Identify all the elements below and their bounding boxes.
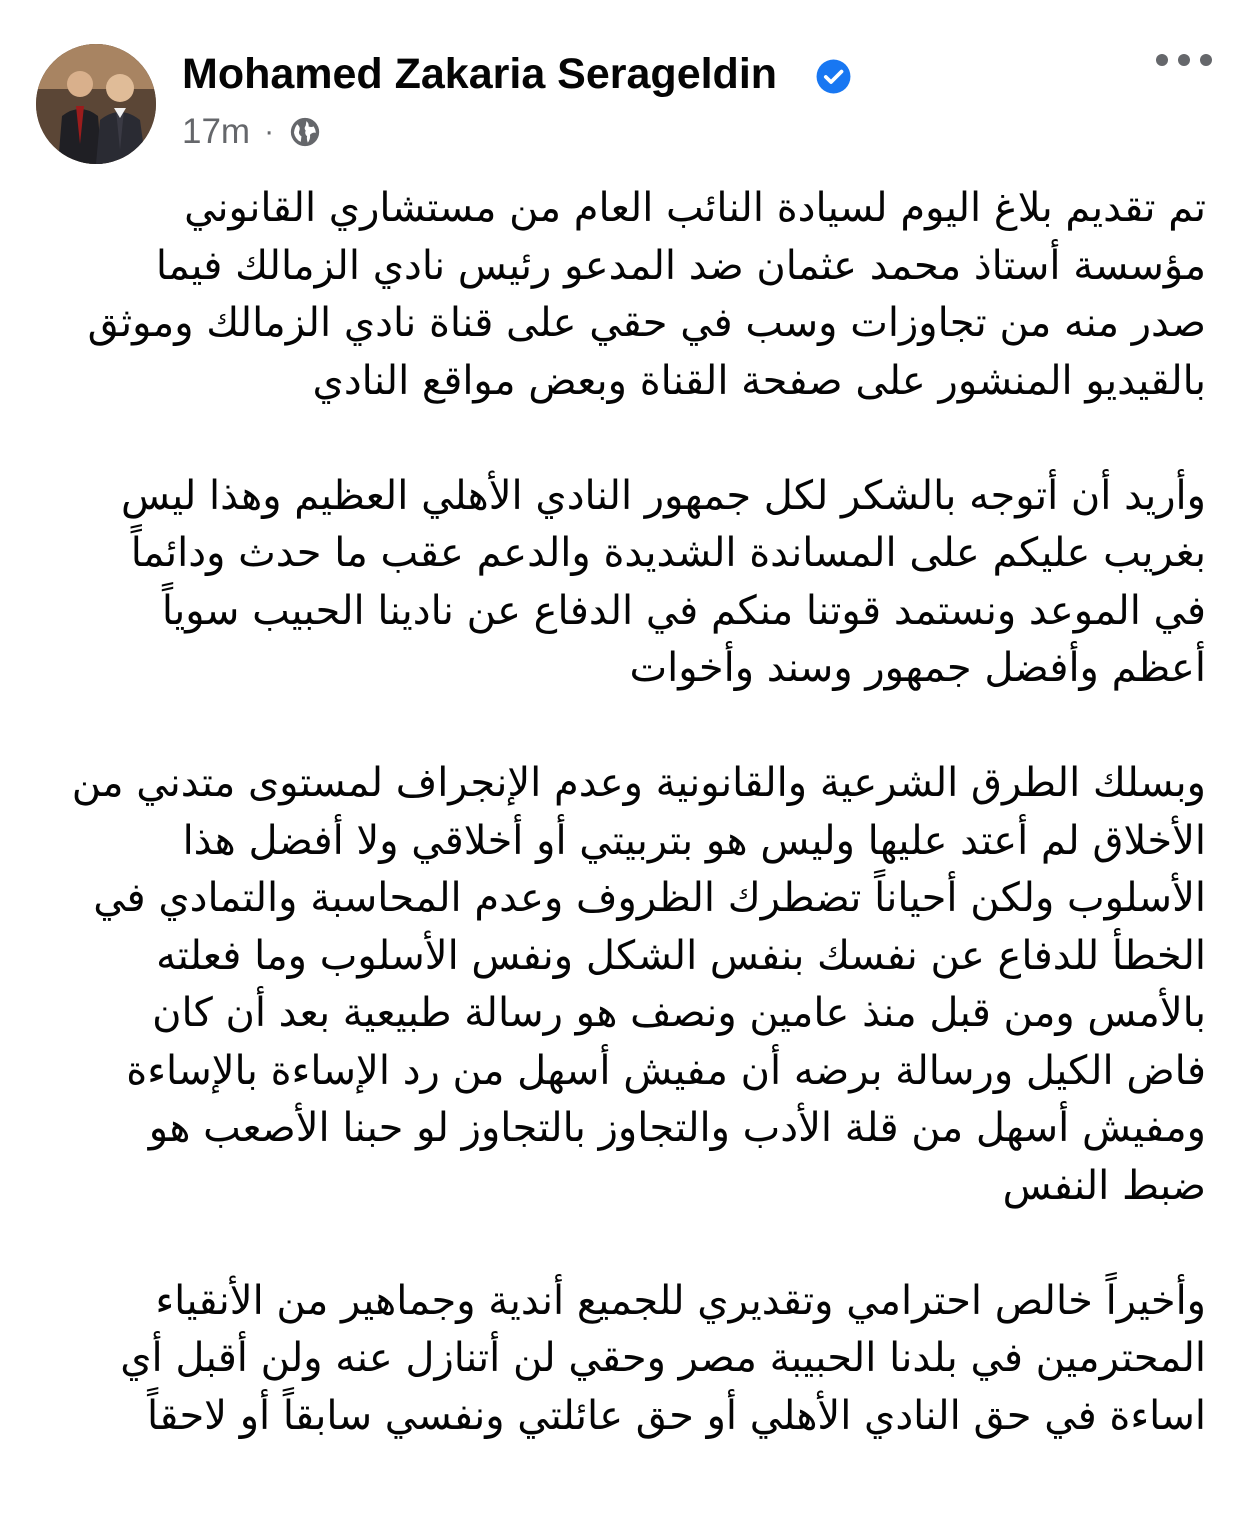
post-timestamp[interactable]: 17m xyxy=(182,112,251,151)
meta-separator: · xyxy=(264,115,275,148)
more-options-icon[interactable] xyxy=(1156,50,1212,70)
post-paragraph: وبسلك الطرق الشرعية والقانونية وعدم الإنجراف لمستوى متدني من الأخلاق لم أعتد عليها وليس هو بتربيتي أو أخلاقي ولا أفضل هذا الأسلوب ولكن أحياناً تضطرك الظروف وعدم المحاسبة والتمادي في الخطأ للدفاع عن نفسك بنفس الشكل ونفس الأسلوب وما فعلته بالأمس ومن قبل منذ عامين ونصف هو رسالة طبيعية بعد أن كان فاض الكيل ورسالة برضه أن مفيش أسهل من رد الإساءة بالإساءة ومفيش أسهل من قلة الأدب والتجاوز بالتجاوز لو حبنا الأصعب هو ضبط النفس xyxy=(71,760,1206,1209)
author-avatar[interactable] xyxy=(36,44,156,164)
more-dot xyxy=(1156,54,1168,66)
globe-icon[interactable] xyxy=(288,115,322,149)
post-paragraph: وأخيراً خالص احترامي وتقديري للجميع أندية وجماهير من الأنقياء المحترمين في بلدنا الحبيبة مصر وحقي لن أتنازل عنه ولن أقبل أي اساءة في حق النادي الأهلي أو حق عائلتي ونفسي سابقاً أو لاحقاً xyxy=(120,1277,1206,1439)
more-dot xyxy=(1200,54,1212,66)
verified-badge-icon xyxy=(815,58,852,95)
avatar-photo xyxy=(36,44,156,164)
post-paragraph: تم تقديم بلاغ اليوم لسيادة النائب العام من مستشاري القانوني مؤسسة أستاذ محمد عثمان ضد المدعو رئيس نادي الزمالك فيما صدر منه من تجاوزات وسب في حقي على قناة نادي الزمالك وموثق بالقيديو المنشور على صفحة القناة وبعض مواقع النادي xyxy=(87,185,1206,404)
more-dot xyxy=(1178,54,1190,66)
author-name[interactable]: Mohamed Zakaria Serageldin xyxy=(182,50,778,98)
post-paragraph: وأريد أن أتوجه بالشكر لكل جمهور النادي الأهلي العظيم وهذا ليس بغريب عليكم على المساندة الشديدة والدعم عقب ما حدث ودائماً في الموعد ونستمد قوتنا منكم في الدفاع عن نادينا الحبيب سوياً أعظم وأفضل جمهور وسند وأخوات xyxy=(121,472,1206,691)
post-meta xyxy=(182,108,322,156)
post-body xyxy=(28,180,1206,1503)
